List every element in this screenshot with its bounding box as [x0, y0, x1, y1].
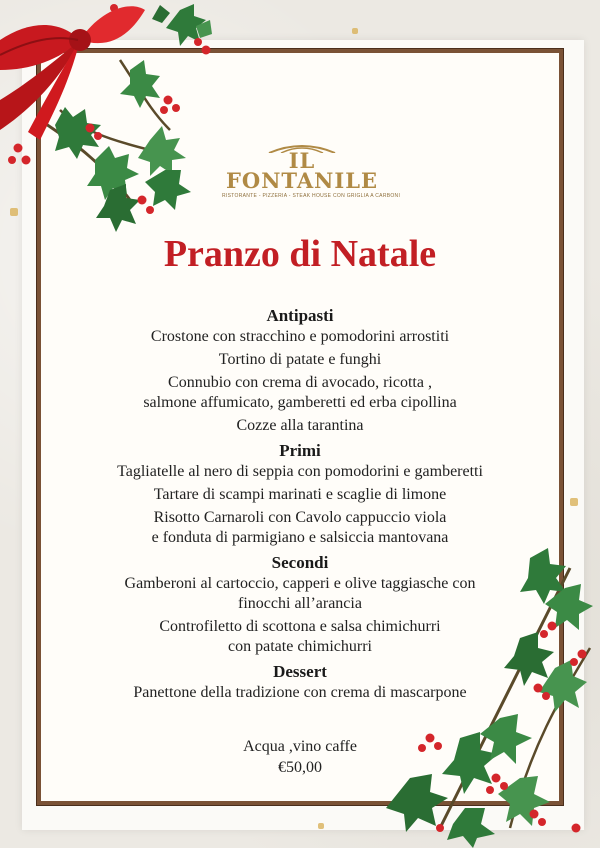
- dish-item: Panettone della tradizione con crema di mascarpone: [133, 684, 467, 701]
- section-title-secondi: Secondi: [271, 553, 329, 572]
- price: €50,00: [278, 759, 322, 776]
- gold-fleck: [352, 28, 358, 34]
- dish-item: Controfiletto di scottona e salsa chimichurri con patate chimichurri: [159, 618, 441, 655]
- menu-sections: [60, 304, 540, 706]
- dish-item: Risotto Carnaroli con Cavolo cappuccio viola e fonduta di parmigiano e salsiccia mantovana: [151, 509, 449, 546]
- ribbon-bow-icon: [0, 0, 260, 240]
- section-title-antipasti: Antipasti: [266, 306, 334, 325]
- dish-item: Gamberoni al cartoccio, capperi e olive taggiasche con finocchi all’arancia: [124, 575, 476, 612]
- dish-item: Connubio con crema di avocado, ricotta , salmone affumicato, gamberetti ed erba cipollina: [143, 374, 457, 411]
- drinks-line: Acqua ,vino caffe: [243, 738, 357, 755]
- gold-fleck: [570, 498, 578, 506]
- section-title-primi: Primi: [279, 441, 321, 460]
- dish-item: Tartare di scampi marinati e scaglie di limone: [153, 486, 447, 503]
- restaurant-name: IL FONTANILE: [226, 148, 378, 193]
- dish-item: Tortino di patate e funghi: [218, 351, 382, 368]
- menu-title: Pranzo di Natale: [163, 233, 437, 275]
- restaurant-tagline: RISTORANTE - PIZZERIA - STEAK HOUSE CON GRIGLIA A CARBONI: [222, 193, 401, 199]
- section-title-dessert: Dessert: [273, 662, 327, 681]
- dish-item: Cozze alla tarantina: [236, 417, 364, 434]
- menu-footer: [0, 736, 600, 778]
- dish-item: Tagliatelle al nero di seppia con pomodorini e gamberetti: [117, 463, 483, 480]
- restaurant-logo: [222, 143, 401, 199]
- gold-fleck: [318, 823, 324, 829]
- dish-item: Crostone con stracchino e pomodorini arrostiti: [150, 328, 450, 345]
